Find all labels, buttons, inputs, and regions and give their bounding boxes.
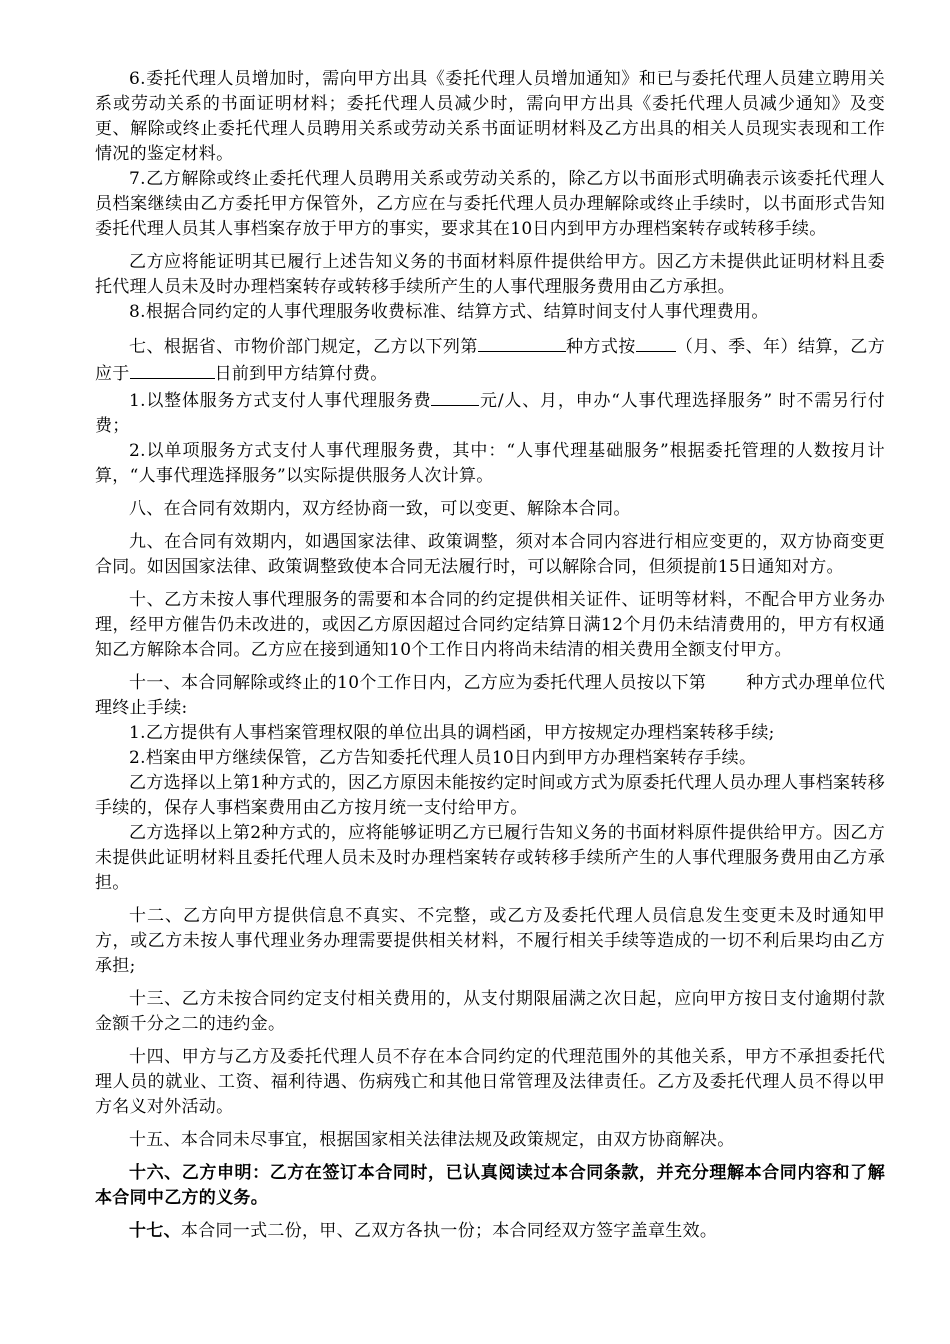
article-7-item-1 [95, 387, 885, 439]
article-16-statement: 十六、乙方申明：乙方在签订本合同时，已认真阅读过本合同条款，并充分理解本合同内容和了解本合同中乙方的义务。 [95, 1163, 885, 1208]
article-7-item-2: 2.以单项服务方式支付人事代理服务费，其中：“人事代理基础服务”根据委托管理的人数按月计算，“人事代理选择服务”以实际提供服务人次计算。 [95, 441, 885, 486]
clause-7-paragraph: 7.乙方解除或终止委托代理人员聘用关系或劳动关系的，除乙方以书面形式明确表示该委托代理人员档案继续由乙方委托甲方保管外，乙方应在与委托代理人员办理解除或终止手续时，以书面形式告知委托代理人员其人事档案存放于甲方的事实，要求其在10日内到甲方办理档案转存或转移手续。 [95, 169, 885, 239]
article-11-item-1: 1.乙方提供有人事档案管理权限的单位出具的调档函，甲方按规定办理档案转移手续; [129, 723, 775, 743]
fee-amount-blank[interactable] [431, 387, 479, 406]
clause-8-paragraph: 8.根据合同约定的人事代理服务收费标准、结算方式、结算时间支付人事代理费用。 [129, 302, 769, 322]
article-11-note-1: 乙方选择以上第1种方式的，因乙方原因未能按约定时间或方式为原委托代理人员办理人事档案转移手续的，保存人事档案费用由乙方按月统一支付给甲方。 [95, 773, 885, 818]
article-9-paragraph: 九、在合同有效期内，如遇国家法律、政策调整，须对本合同内容进行相应变更的，双方协商变更合同。如因国家法律、政策调整致使本合同无法履行时，可以解除合同，但须提前15日通知对方。 [95, 532, 885, 577]
article-11-item-2: 2.档案由甲方继续保管，乙方告知委托代理人员10日内到甲方办理档案转存手续。 [129, 748, 757, 768]
article-17-text: 本合同一式二份，甲、乙双方各执一份；本合同经双方签字盖章生效。 [180, 1221, 718, 1241]
article-12-paragraph: 十二、乙方向甲方提供信息不真实、不完整，或乙方及委托代理人员信息发生变更未及时通知甲方，或乙方未按人事代理业务办理需要提供相关材料，不履行相关手续等造成的一切不利后果均由乙方承担; [95, 906, 885, 976]
article-13-paragraph: 十三、乙方未按合同约定支付相关费用的，从支付期限届满之次日起，应向甲方按日支付逾期付款金额千分之二的违约金。 [95, 989, 885, 1034]
article-7-item-1-text-b: 元/人、月，申办“人事代理选择服务” 时不需另行付费； [95, 391, 885, 436]
article-7-paragraph [95, 333, 885, 387]
payment-date-blank[interactable] [130, 360, 215, 379]
article-11-paragraph [95, 671, 885, 721]
article-11-text-1: 十一、本合同解除或终止的10个工作日内，乙方应为委托代理人员按以下第 [129, 673, 707, 693]
settlement-period-blank[interactable] [636, 333, 676, 352]
article-7-text-4: 日前到甲方结算付费。 [214, 364, 388, 384]
article-7-item-1-text-a: 1.以整体服务方式支付人事代理服务费 [129, 391, 432, 411]
contract-page [95, 67, 885, 1244]
article-17-label: 十七、 [129, 1221, 181, 1241]
article-14-paragraph: 十四、甲方与乙方及委托代理人员不存在本合同约定的代理范围外的其他关系，甲方不承担委托代理人员的就业、工资、福利待遇、伤病残亡和其他日常管理及法律责任。乙方及委托代理人员不得以甲方名义对外活动。 [95, 1047, 885, 1117]
article-7-text-3: （月、季、年）结算，乙方应于 [95, 337, 886, 384]
article-8-paragraph: 八、在合同有效期内，双方经协商一致，可以变更、解除本合同。 [129, 499, 631, 519]
article-17-paragraph [95, 1219, 885, 1244]
article-15-paragraph: 十五、本合同未尽事宜，根据国家相关法律法规及政策规定，由双方协商解决。 [129, 1130, 735, 1150]
article-10-paragraph: 十、乙方未按人事代理服务的需要和本合同的约定提供相关证件、证明等材料，不配合甲方业务办理，经甲方催告仍未改进的，或因乙方原因超过合同约定结算日满12个月仍未结清费用的，甲方有权通知乙方解除本合同。乙方应在接到通知10个工作日内将尚未结清的相关费用全额支付甲方。 [95, 590, 885, 660]
article-7-text-2: 种方式按 [565, 337, 636, 357]
article-7-text-1: 七、根据省、市物价部门规定，乙方以下列第 [129, 337, 478, 357]
clause-6-paragraph: 6.委托代理人员增加时，需向甲方出具《委托代理人员增加通知》和已与委托代理人员建立聘用关系或劳动关系的书面证明材料；委托代理人员减少时，需向甲方出具《委托代理人员减少通知》及变更、解除或终止委托代理人员聘用关系或劳动关系书面证明材料及乙方出具的相关人员现实表现和工作情况的鉴定材料。 [95, 69, 885, 164]
clause-7-note-paragraph: 乙方应将能证明其已履行上述告知义务的书面材料原件提供给甲方。因乙方未提供此证明材料且委托代理人员未及时办理档案转存或转移手续所产生的人事代理服务费用由乙方承担。 [95, 252, 885, 297]
method-number-blank[interactable] [478, 333, 566, 352]
article-11-text-2: 种方式办理单位代理终止手续: [95, 673, 885, 718]
article-11-note-2: 乙方选择以上第2种方式的，应将能够证明乙方已履行告知义务的书面材料原件提供给甲方。因乙方未提供此证明材料且委托代理人员未及时办理档案转存或转移手续所产生的人事代理服务费用由乙方承担。 [95, 823, 885, 893]
